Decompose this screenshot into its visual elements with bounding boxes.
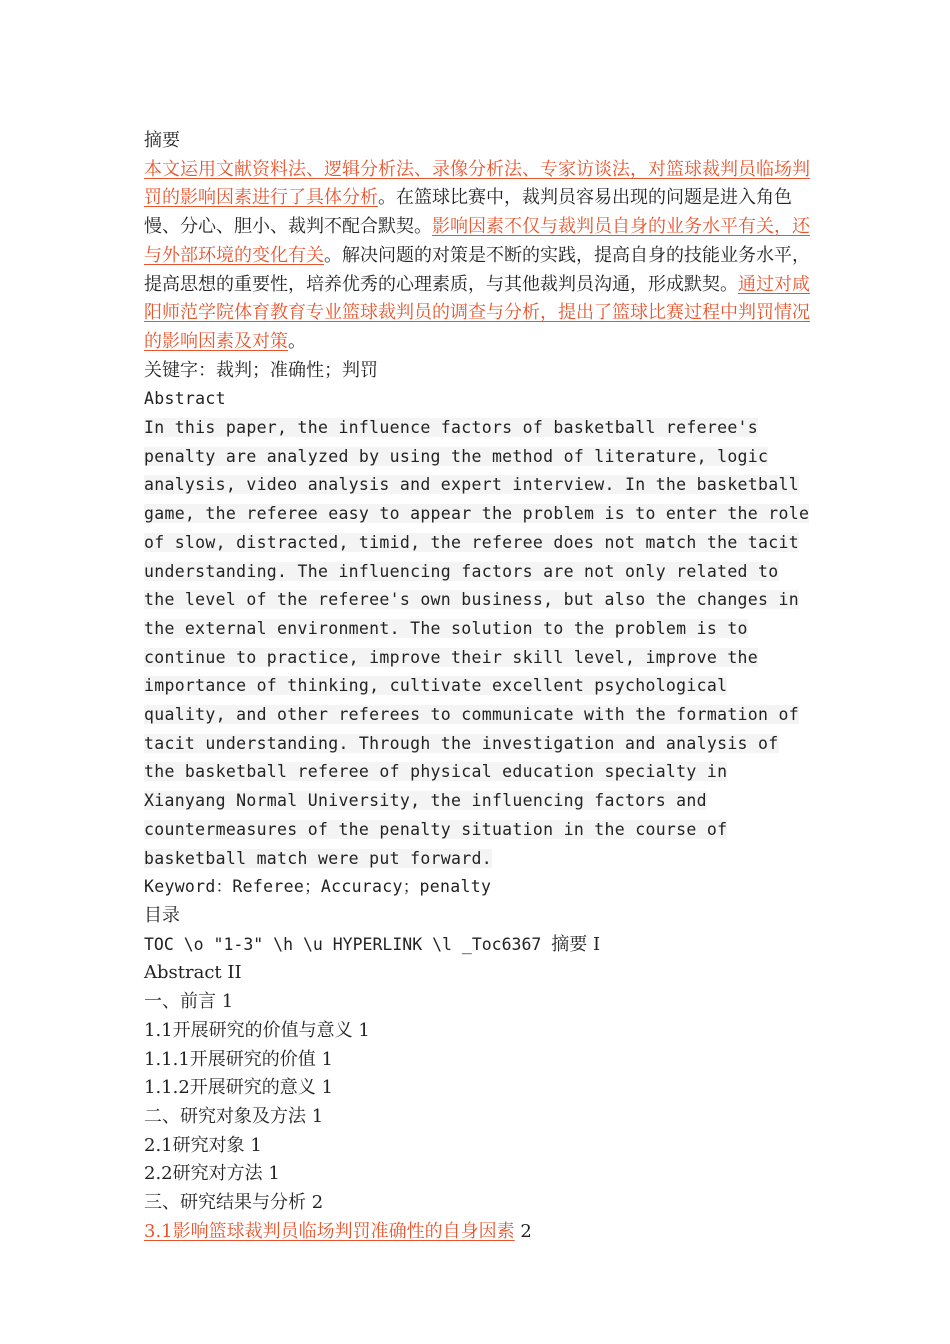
toc-entry[interactable]: 2.1研究对象 1: [144, 1134, 262, 1156]
toc-entry[interactable]: 2.2研究对方法 1: [144, 1163, 280, 1185]
abstract-en-text: In this paper, the influence factors of basketball referee's penalty are analyzed by using the method of literature, logic analysis, video analysis and expert interview. In the basketball game, the referee easy to appear the problem is to enter the role of slow, distracted, timid, the referee does not match the tacit understanding. The influencing factors are not only related to the level of the referee's own business, but also the changes in the external environment. The solution to the problem is to continue to practice, improve their skill level, improve the importance of thinking, cultivate excellent psychological quality, and other referees to communicate with the formation of tacit understanding. Through the investigation and analysis of the basketball referee of physical education specialty in Xianyang Normal University, the influencing factors and countermeasures of the penalty situation in the course of basketball match were put forward.: [144, 418, 810, 868]
toc-entry[interactable]: 三、研究结果与分析 2: [144, 1192, 324, 1214]
toc-entry[interactable]: 二、研究对象及方法 1: [144, 1105, 324, 1127]
highlighted-phrase[interactable]: 本文运用文献资料法、逻辑分析法、录像分析法、专家访谈法，对篮球裁判员临场判罚的影响因素进行了具体分析: [144, 158, 810, 209]
highlighted-phrase[interactable]: 影响因素不仅与裁判员自身的业务水平有关，还与外部环境的变化有关: [144, 216, 810, 266]
toc-entry[interactable]: 一、前言 1: [144, 991, 234, 1013]
abstract-text: 。: [288, 330, 306, 352]
abstract-text: 。在篮球比赛中，裁判员容易出现的问题是进入角色慢、分心、胆小、裁判不配合默契。: [144, 187, 792, 238]
toc-entry[interactable]: 摘要 I: [551, 933, 601, 955]
toc-entry-page: 2: [514, 1220, 532, 1242]
document-page: [144, 127, 814, 1246]
toc-entry[interactable]: 1.1.2开展研究的意义 1: [144, 1077, 333, 1099]
toc-heading: 目录: [144, 904, 180, 926]
toc-field-line: [144, 931, 814, 960]
toc-entry-last: [144, 1218, 814, 1247]
toc-entry-link[interactable]: 3.1影响篮球裁判员临场判罚准确性的自身因素: [144, 1220, 515, 1242]
abstract-paragraph: [144, 156, 814, 357]
toc-entry[interactable]: Abstract II: [144, 962, 242, 984]
abstract-heading: 摘要: [144, 130, 180, 151]
abstract-en-heading: Abstract: [144, 389, 226, 409]
toc-entry[interactable]: 1.1.1开展研究的价值 1: [144, 1048, 333, 1070]
abstract-en-paragraph: [144, 414, 814, 873]
keywords-en: Keyword：Referee；Accuracy；penalty: [144, 877, 492, 897]
highlighted-phrase[interactable]: 通过对咸阳师范学院体育教育专业篮球裁判员的调查与分析，提出了篮球比赛过程中判罚情况的影响因素及对策: [144, 273, 810, 352]
abstract-text: 。解决问题的对策是不断的实践，提高自身的技能业务水平，提高思想的重要性，培养优秀的心理素质，与其他裁判员沟通，形成默契。: [144, 244, 810, 295]
keywords-cn: 关键字：裁判；准确性；判罚: [144, 359, 378, 381]
toc-entry[interactable]: 1.1开展研究的价值与意义 1: [144, 1019, 370, 1041]
toc-field-code: TOC \o "1-3" \h \u HYPERLINK \l _Toc6367: [144, 934, 552, 954]
